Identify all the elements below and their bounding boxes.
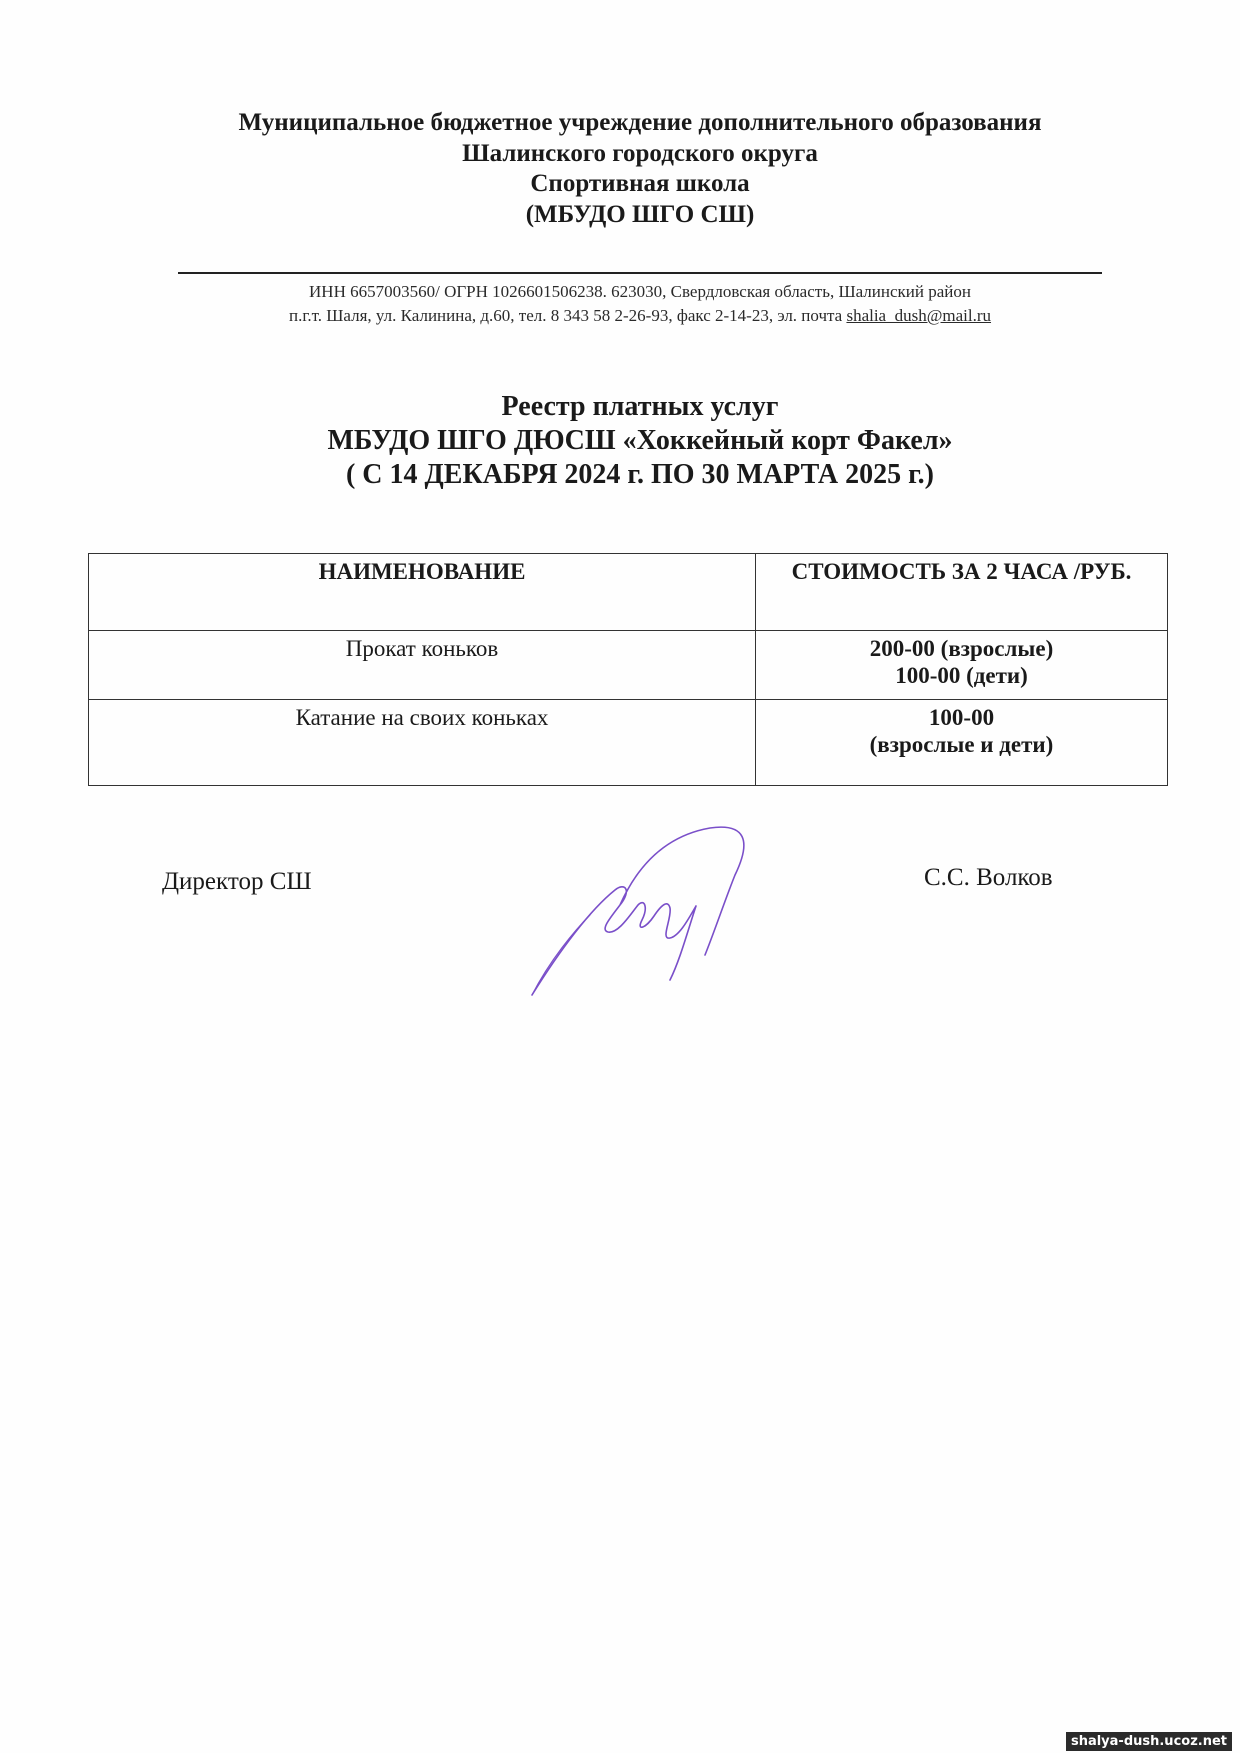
email-link[interactable]: shalia_dush@mail.ru bbox=[846, 305, 992, 325]
contact-address: п.г.т. Шаля, ул. Калинина, д.60, тел. 8 343 58 2-26-93, факс 2-14-23, эл. почта bbox=[288, 305, 847, 325]
signatory-role: Директор СШ bbox=[162, 868, 312, 895]
title-line-3: ( С 14 ДЕКАБРЯ 2024 г. ПО 30 МАРТА 2025 г.) bbox=[345, 459, 935, 491]
price-line: 100-00 (дети) bbox=[895, 663, 1028, 689]
services-price-table bbox=[88, 553, 1168, 786]
service-name: Катание на своих коньках bbox=[89, 700, 756, 786]
signature-stroke bbox=[532, 827, 744, 995]
organization-header bbox=[170, 108, 1110, 230]
service-price bbox=[756, 700, 1168, 786]
price-line: 100-00 bbox=[928, 705, 995, 730]
contact-details bbox=[170, 280, 1110, 328]
table-header-row bbox=[89, 554, 1168, 631]
title-line-1: Реестр платных услуг bbox=[501, 391, 779, 422]
contact-line-1: ИНН 6657003560/ ОГРН 1026601506238. 623030, Свердловская область, Шалинский район bbox=[309, 282, 971, 301]
signature-stroke bbox=[532, 915, 590, 995]
service-price bbox=[756, 631, 1168, 700]
header-line-2: Шалинского городского округа bbox=[462, 139, 818, 167]
title-line-2: МБУДО ШГО ДЮСШ «Хоккейный корт Факел» bbox=[327, 425, 953, 457]
header-line-4: (МБУДО ШГО СШ) bbox=[525, 200, 755, 228]
header-line-1: Муниципальное бюджетное учреждение дополнительного образования bbox=[238, 109, 1042, 136]
header-divider bbox=[178, 272, 1102, 274]
table-row bbox=[89, 700, 1168, 786]
site-watermark: shalya-dush.ucoz.net bbox=[1066, 1732, 1232, 1751]
column-header-price: СТОИМОСТЬ ЗА 2 ЧАСА /РУБ. bbox=[756, 554, 1168, 631]
signatory-name: С.С. Волков bbox=[924, 864, 1053, 891]
contact-line-2 bbox=[170, 304, 1110, 328]
price-line: 200-00 (взрослые) bbox=[869, 636, 1054, 661]
table-row bbox=[89, 631, 1168, 700]
document-title bbox=[150, 390, 1130, 492]
service-name: Прокат коньков bbox=[89, 631, 756, 700]
column-header-name: НАИМЕНОВАНИЕ bbox=[89, 554, 756, 631]
price-line: (взрослые и дети) bbox=[869, 732, 1054, 758]
handwritten-signature bbox=[520, 820, 760, 1000]
header-line-3: Спортивная школа bbox=[530, 170, 750, 197]
